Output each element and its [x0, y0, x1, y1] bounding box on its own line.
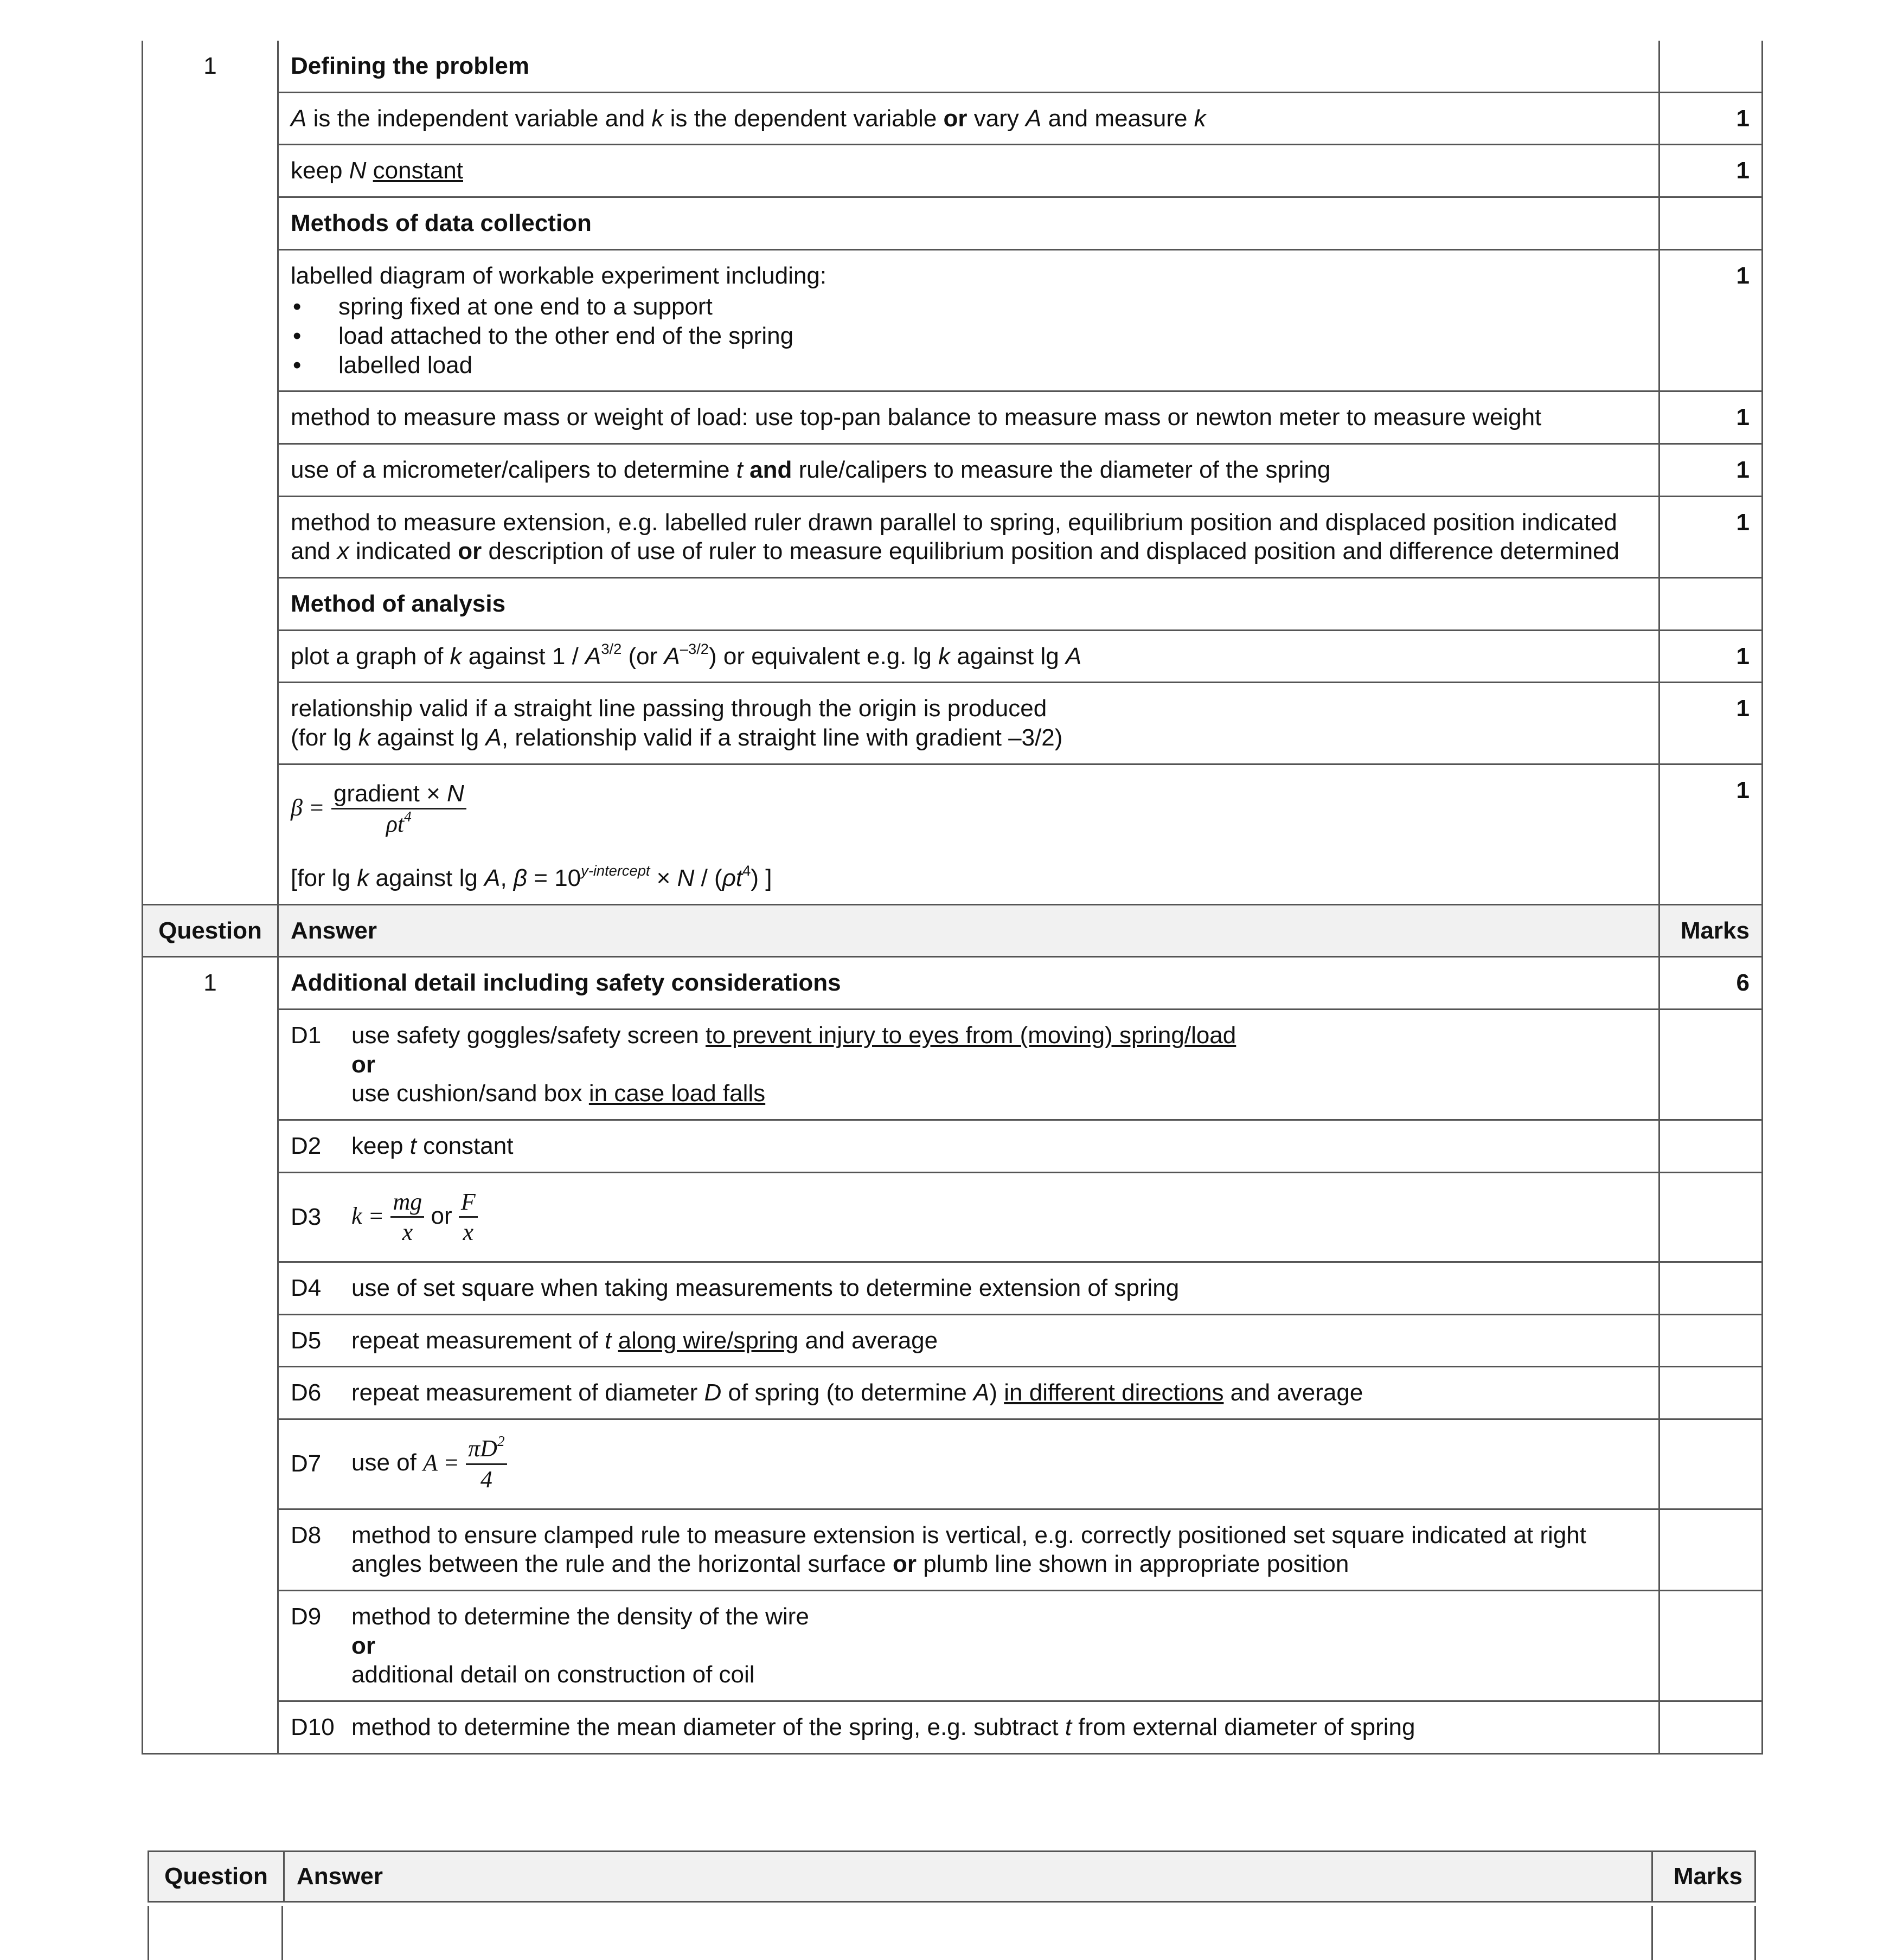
marks-cell — [1659, 197, 1763, 250]
detail-d9: D9 method to determine the density of the wire or additional detail on construction of coil — [278, 1590, 1659, 1701]
column-divider — [281, 1906, 283, 1960]
answer-cell: relationship valid if a straight line passing through the origin is produced (for lg k against lg A, relationship valid if a straight line with gradient –3/2) — [278, 683, 1659, 764]
detail-d4: D4 use of set square when taking measurements to determine extension of spring — [278, 1262, 1659, 1315]
detail-d1: D1 use safety goggles/safety screen to prevent injury to eyes from (moving) spring/load or use cushion/sand box in case load falls — [278, 1010, 1659, 1120]
question-number: 1 — [143, 957, 278, 1753]
marks-cell: 1 — [1659, 249, 1763, 391]
header-question: Question — [149, 1852, 284, 1902]
marks-cell: 6 — [1659, 957, 1763, 1010]
list-item: • spring fixed at one end to a support — [291, 292, 1646, 322]
marks-cell: 1 — [1659, 683, 1763, 764]
answer-text: labelled diagram of workable experiment including: — [291, 262, 827, 289]
marks-cell — [1659, 1314, 1763, 1367]
header-marks: Marks — [1659, 904, 1763, 957]
section-heading: Defining the problem — [278, 41, 1659, 92]
marks-cell: 1 — [1659, 92, 1763, 145]
table-row — [143, 630, 1763, 683]
header-answer: Answer — [278, 904, 1659, 957]
log-formula-note: [for lg k against lg A, $\beta = 10^{y-intercept} \times N / (\rho t^4)$ ] — [291, 862, 772, 892]
answer-cell: method to measure mass or weight of load: use top-pan balance to measure mass or newton meter to measure weight — [278, 391, 1659, 444]
table-row — [143, 1262, 1763, 1315]
table-row — [143, 1701, 1763, 1753]
list-item: • labelled load — [291, 351, 1646, 380]
detail-d10: D10 method to determine the mean diameter of the spring, e.g. subtract t from external diameter of spring — [278, 1701, 1659, 1753]
marks-cell — [1659, 1010, 1763, 1120]
answer-cell: use of a micrometer/calipers to determine t and rule/calipers to measure the diameter of the spring — [278, 444, 1659, 497]
detail-d8: D8 method to ensure clamped rule to measure extension is vertical, e.g. correctly positioned set square indicated at right angles between the rule and the horizontal surface or plumb line shown in appropriate position — [278, 1509, 1659, 1590]
detail-d2: D2 keep t constant — [278, 1120, 1659, 1173]
table-row — [143, 683, 1763, 764]
table-row — [143, 391, 1763, 444]
section-heading: Methods of data collection — [278, 197, 1659, 250]
marks-cell: 1 — [1659, 444, 1763, 497]
answer-cell: plot a graph of k against $1 / A^{3/2}$ (or $A^{-3/2}$) or equivalent e.g. lg k against lg A — [278, 630, 1659, 683]
header-question: Question — [143, 904, 278, 957]
table-row — [143, 1367, 1763, 1419]
next-page-header — [148, 1850, 1756, 1903]
answer-cell — [278, 249, 1659, 391]
table-row — [143, 1590, 1763, 1701]
table-row — [143, 578, 1763, 631]
table-header-row — [143, 904, 1763, 957]
marks-cell — [1659, 1367, 1763, 1419]
marks-cell: 1 — [1659, 764, 1763, 904]
table-row — [143, 249, 1763, 391]
detail-d5: D5 repeat measurement of t along wire/spring and average — [278, 1314, 1659, 1367]
table-row — [143, 764, 1763, 904]
marks-cell — [1659, 1262, 1763, 1315]
table-row — [143, 145, 1763, 197]
beta-equation: β = $\frac{\text{gradient × N}}{\rho t^4}$ — [291, 779, 1646, 839]
column-divider — [1754, 1906, 1756, 1960]
table-row — [143, 444, 1763, 497]
table-row — [143, 1419, 1763, 1509]
column-divider — [148, 1906, 149, 1960]
marks-cell — [1659, 1590, 1763, 1701]
table-row — [143, 1172, 1763, 1262]
column-divider — [1651, 1906, 1653, 1960]
section-heading: Method of analysis — [278, 578, 1659, 631]
answer-cell: keep N constant — [278, 145, 1659, 197]
marks-cell — [1659, 1701, 1763, 1753]
marks-cell — [1659, 1120, 1763, 1173]
table-row — [143, 1314, 1763, 1367]
answer-cell: method to measure extension, e.g. labelled ruler drawn parallel to spring, equilibrium position and displaced position indicated and x indicated or description of use of ruler to measure equilibrium position and displaced position and difference determined — [278, 496, 1659, 577]
answer-cell: A is the independent variable and k is the dependent variable or vary A and measure k — [278, 92, 1659, 145]
marks-cell: 1 — [1659, 145, 1763, 197]
detail-d7: D7 use of A = $\frac{\pi D^2}{4}$ — [278, 1419, 1659, 1509]
table-row — [143, 957, 1763, 1010]
table-row — [143, 1509, 1763, 1590]
detail-d6: D6 repeat measurement of diameter D of spring (to determine A) in different directions and average — [278, 1367, 1659, 1419]
marks-cell — [1659, 1172, 1763, 1262]
marks-cell: 1 — [1659, 391, 1763, 444]
table-row — [143, 92, 1763, 145]
header-marks: Marks — [1652, 1852, 1755, 1902]
mark-scheme-table — [142, 41, 1763, 1755]
marks-cell — [1659, 578, 1763, 631]
detail-d3: D3 k = $\frac{mg}{x}$ or $\frac{F}{x}$ — [278, 1172, 1659, 1262]
table-row — [143, 197, 1763, 250]
bullet-list — [291, 292, 1646, 380]
section-heading: Additional detail including safety considerations — [278, 957, 1659, 1010]
table-row — [143, 496, 1763, 577]
table-row — [143, 1010, 1763, 1120]
header-answer: Answer — [284, 1852, 1652, 1902]
marks-cell — [1659, 1509, 1763, 1590]
question-number: 1 — [143, 41, 278, 904]
marks-cell: 1 — [1659, 630, 1763, 683]
marks-cell — [1659, 41, 1763, 92]
marks-cell: 1 — [1659, 496, 1763, 577]
table-row — [143, 1120, 1763, 1173]
list-item: • load attached to the other end of the spring — [291, 322, 1646, 351]
marks-cell — [1659, 1419, 1763, 1509]
table-row — [143, 41, 1763, 92]
answer-cell — [278, 764, 1659, 904]
